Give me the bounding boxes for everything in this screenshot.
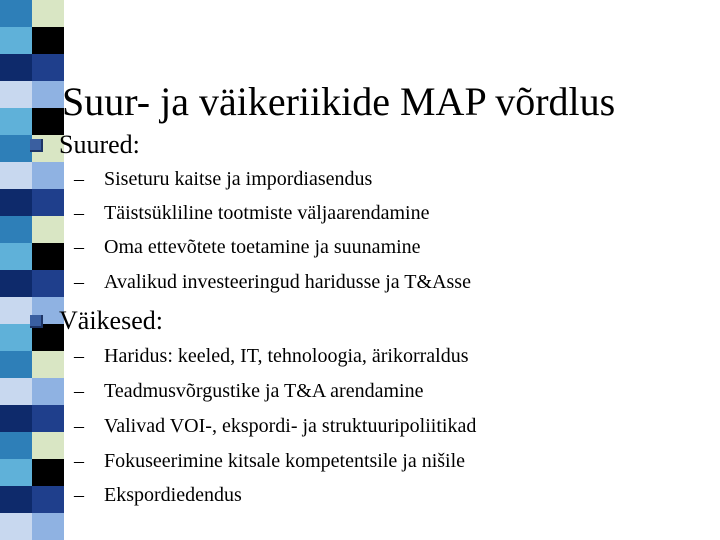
strip-cell bbox=[0, 189, 32, 216]
strip-cell bbox=[32, 432, 64, 459]
section-heading-suured bbox=[30, 130, 140, 160]
square-bullet-icon bbox=[30, 315, 43, 328]
list-item bbox=[74, 201, 429, 225]
list-item bbox=[74, 344, 469, 368]
list-item-text: Haridus: keeled, IT, tehnoloogia, ärikorraldus bbox=[104, 345, 469, 367]
strip-cell bbox=[0, 243, 32, 270]
list-item bbox=[74, 379, 423, 403]
strip-cell bbox=[0, 162, 32, 189]
strip-cell bbox=[0, 81, 32, 108]
dash-marker: – bbox=[74, 236, 84, 258]
strip-cell bbox=[32, 405, 64, 432]
dash-marker: – bbox=[74, 415, 84, 437]
strip-cell bbox=[0, 405, 32, 432]
list-item-text: Täistsükliline tootmiste väljaarendamine bbox=[104, 202, 430, 224]
list-item bbox=[74, 235, 421, 259]
strip-cell bbox=[32, 459, 64, 486]
strip-cell bbox=[32, 243, 64, 270]
dash-marker: – bbox=[74, 168, 84, 190]
strip-cell bbox=[32, 486, 64, 513]
dash-marker: – bbox=[74, 380, 84, 402]
strip-cell bbox=[0, 270, 32, 297]
list-item-text: Oma ettevõtete toetamine ja suunamine bbox=[104, 236, 421, 258]
list-item-text: Ekspordiedendus bbox=[104, 484, 242, 506]
strip-cell bbox=[32, 189, 64, 216]
decorative-color-strip bbox=[0, 0, 64, 540]
dash-marker: – bbox=[74, 202, 84, 224]
strip-cell bbox=[0, 0, 32, 27]
strip-cell bbox=[0, 378, 32, 405]
strip-cell bbox=[32, 81, 64, 108]
strip-cell bbox=[32, 162, 64, 189]
strip-cell bbox=[0, 297, 32, 324]
strip-cell bbox=[32, 378, 64, 405]
list-item bbox=[74, 167, 372, 191]
strip-cell bbox=[0, 216, 32, 243]
strip-cell bbox=[0, 324, 32, 351]
strip-cell bbox=[0, 513, 32, 540]
strip-cell bbox=[32, 216, 64, 243]
strip-cell bbox=[0, 54, 32, 81]
strip-cell bbox=[0, 486, 32, 513]
strip-cell bbox=[0, 27, 32, 54]
slide-title: Suur- ja väikeriikide MAP võrdlus bbox=[62, 79, 616, 124]
list-item-text: Avalikud investeeringud haridusse ja T&Asse bbox=[104, 271, 471, 293]
list-item-text: Fokuseerimine kitsale kompetentsile ja nišile bbox=[104, 450, 466, 472]
dash-marker: – bbox=[74, 345, 84, 367]
strip-cell bbox=[0, 459, 32, 486]
strip-cell bbox=[32, 54, 64, 81]
strip-cell bbox=[32, 27, 64, 54]
strip-cell bbox=[0, 135, 32, 162]
list-item bbox=[74, 270, 471, 294]
dash-marker: – bbox=[74, 450, 84, 472]
strip-cell bbox=[32, 351, 64, 378]
section-heading-label: Suured: bbox=[59, 130, 140, 159]
square-bullet-icon bbox=[30, 139, 43, 152]
strip-cell bbox=[32, 0, 64, 27]
strip-cell bbox=[0, 351, 32, 378]
dash-marker: – bbox=[74, 484, 84, 506]
strip-cell bbox=[32, 513, 64, 540]
list-item-text: Valivad VOI-, ekspordi- ja struktuuripoliitikad bbox=[104, 415, 477, 437]
list-item bbox=[74, 414, 476, 438]
list-item bbox=[74, 449, 465, 473]
strip-cell bbox=[0, 432, 32, 459]
section-heading-vaikesed bbox=[30, 306, 163, 336]
list-item bbox=[74, 483, 242, 507]
dash-marker: – bbox=[74, 271, 84, 293]
list-item-text: Siseturu kaitse ja impordiasendus bbox=[104, 168, 373, 190]
section-heading-label: Väikesed: bbox=[59, 306, 163, 335]
strip-cell bbox=[32, 270, 64, 297]
strip-cell bbox=[0, 108, 32, 135]
list-item-text: Teadmusvõrgustike ja T&A arendamine bbox=[104, 380, 424, 402]
